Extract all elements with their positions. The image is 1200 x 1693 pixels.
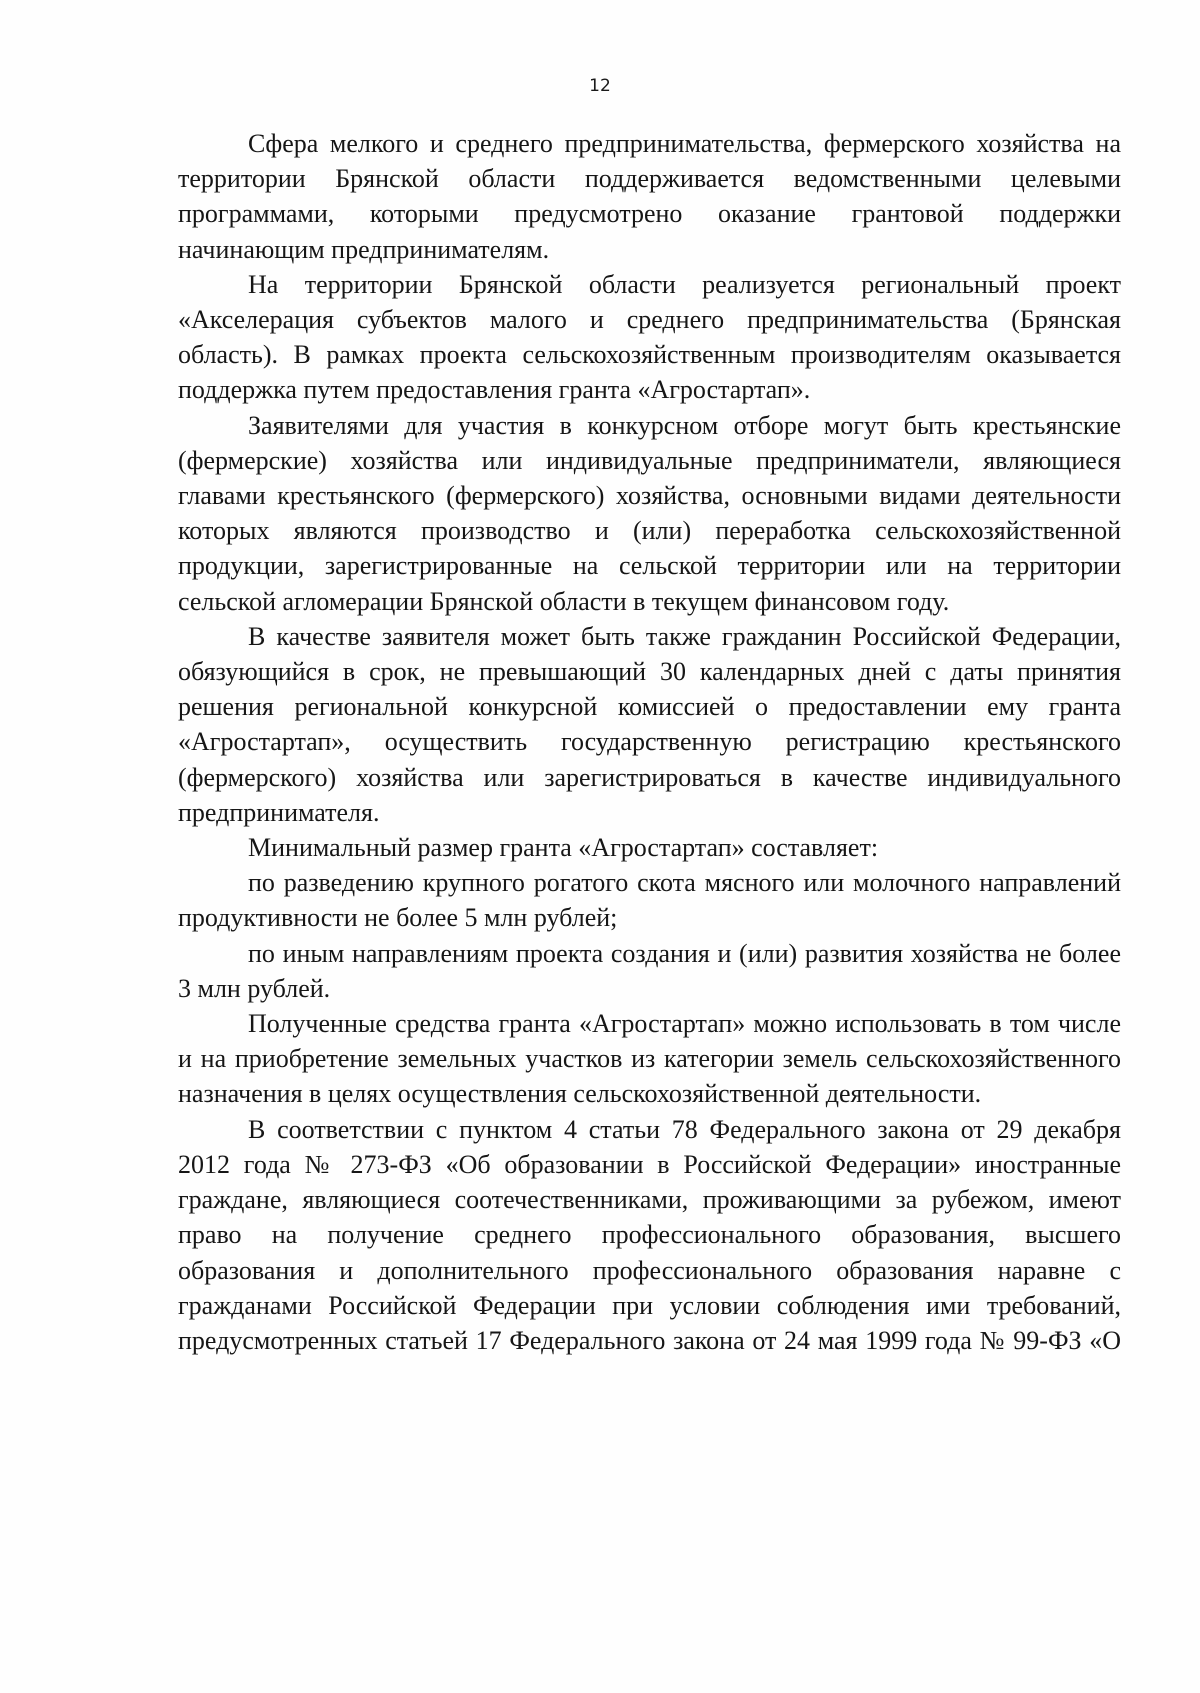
paragraph-9: В соответствии с пунктом 4 статьи 78 Федерального закона от 29 декабря 2012 года № 273-ФЗ «Об образовании в Российской Федерации» иностранные граждане, являющиеся соотечественниками, проживающими за рубежом, имеют право на получение среднего профессионального образования, высшего образования и дополнительного профессионального образования наравне с гражданами Российской Федерации при условии соблюдения ими требований, предусмотренных статьей 17 Федерального закона от 24 мая 1999 года № 99-ФЗ «О (178, 1114, 1121, 1355)
paragraph-6: по разведению крупного рогатого скота мясного или молочного направлений продуктивности не более 5 млн рублей; (178, 868, 1121, 933)
paragraph-5: Минимальный размер гранта «Агростартап» составляет: (248, 833, 879, 863)
document-body (178, 126, 1121, 1358)
paragraph-8: Полученные средства гранта «Агростартап» можно использовать в том числе и на приобретение земельных участков из категории земель сельскохозяйственного назначения в целях осуществления сельскохозяйственной деятельности. (178, 1009, 1121, 1109)
page-number: 12 (589, 76, 611, 96)
paragraph-1: Сфера мелкого и среднего предпринимательства, фермерского хозяйства на территории Брянской области поддерживается ведомственными целевыми программами, которыми предусмотрено оказание грантовой поддержки начинающим предпринимателям. (178, 129, 1121, 264)
paragraph-2: На территории Брянской области реализуется региональный проект «Акселерация субъектов малого и среднего предпринимательства (Брянская область). В рамках проекта сельскохозяйственным производителям оказывается поддержка путем предоставления гранта «Агростартап». (178, 269, 1121, 405)
paragraph-7: по иным направлениям проекта создания и (или) развития хозяйства не более 3 млн рублей. (178, 938, 1121, 1003)
paragraph-4: В качестве заявителя может быть также гражданин Российской Федерации, обязующийся в срок, не превышающий 30 календарных дней с даты принятия решения региональной конкурсной комиссией о предоставлении ему гранта «Агростартап», осуществить государственную регистрацию крестьянского (фермерского) хозяйства или зарегистрироваться в качестве индивидуального предпринимателя. (178, 621, 1121, 827)
paragraph-3: Заявителями для участия в конкурсном отборе могут быть крестьянские (фермерские) хозяйства или индивидуальные предприниматели, являющиеся главами крестьянского (фермерского) хозяйства, основными видами деятельности которых являются производство и (или) переработка сельскохозяйственной продукции, зарегистрированные на сельской территории или на территории сельской агломерации Брянской области в текущем финансовом году. (178, 410, 1121, 616)
